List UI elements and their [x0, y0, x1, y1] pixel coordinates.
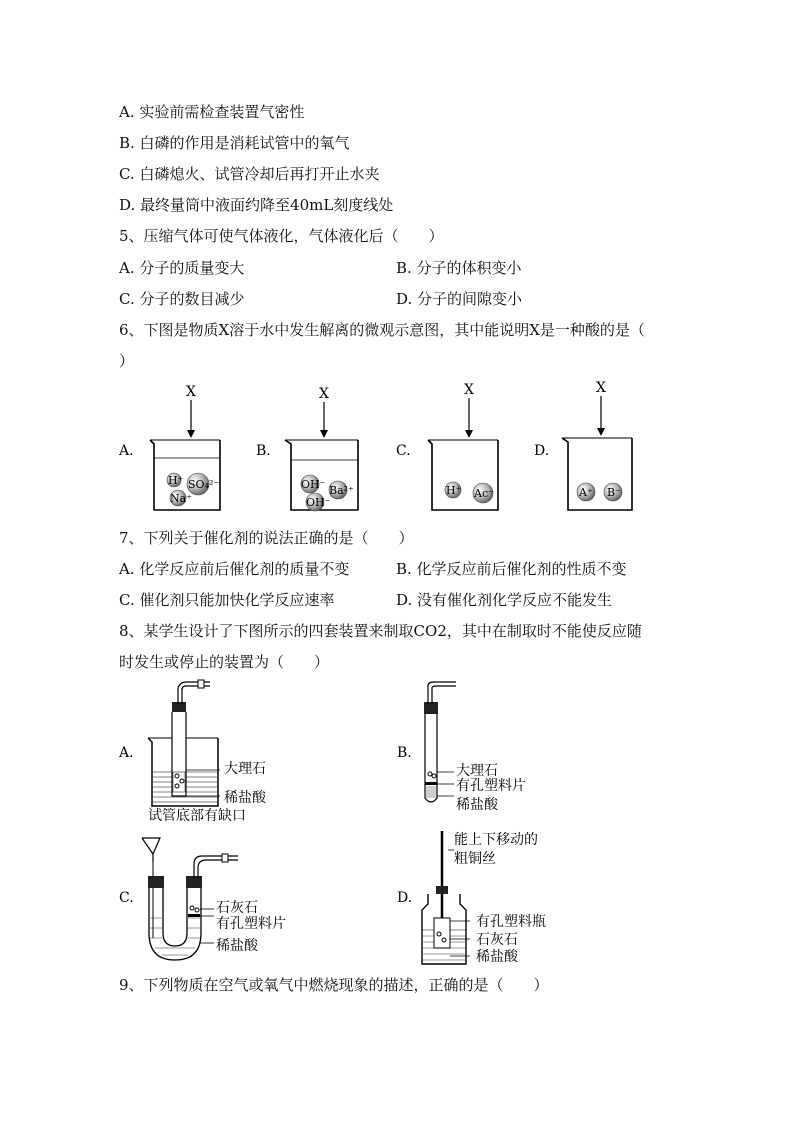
q7-option-b: B. 化学反应前后催化剂的性质不变	[396, 560, 627, 578]
q4-option-d: D. 最终量筒中液面约降至40mL刻度线处	[119, 196, 394, 214]
q6-beaker-d	[562, 380, 632, 510]
svg-text:X: X	[186, 384, 196, 400]
q8-c-label-limestone: 石灰石	[216, 900, 258, 916]
q6-stem-line2: ）	[119, 352, 135, 370]
q8-a-label-notch: 试管底部有缺口	[148, 808, 246, 824]
q8-letter-a: A.	[119, 745, 134, 761]
q9-stem: 9、下列物质在空气或氧气中燃烧现象的描述，正确的是（ ）	[119, 976, 549, 994]
q6-letter-c: C.	[396, 443, 411, 459]
q8-b-label-plate: 有孔塑料片	[456, 778, 526, 794]
q4-option-b: B. 白磷的作用是消耗试管中的氧气	[119, 134, 350, 152]
q6-ion-a-1: H⁺	[168, 474, 184, 487]
q6-ion-a-3: Na⁺	[170, 492, 192, 505]
q6-letter-b: B.	[256, 443, 271, 459]
q8-b-label-marble: 大理石	[456, 763, 498, 779]
q6-beaker-a	[150, 384, 220, 510]
q6-ion-a-2: SO₄²⁻	[188, 478, 220, 491]
q7-option-d: D. 没有催化剂化学反应不能发生	[396, 591, 613, 609]
q6-ion-b-3: Ba²⁺	[329, 484, 354, 497]
q6-ion-d-1: A⁺	[579, 486, 593, 499]
q8-stem-line1: 8、某学生设计了下图所示的四套装置来制取CO2，其中在制取时不能使反应随	[119, 622, 642, 640]
q8-letter-c: C.	[119, 890, 134, 906]
q8-letter-d: D.	[397, 890, 413, 906]
q7-option-a: A. 化学反应前后催化剂的质量不变	[119, 560, 350, 578]
q8-a-label-acid: 稀盐酸	[224, 790, 266, 806]
q8-d-label-copper: 粗铜丝	[454, 851, 496, 867]
q8-apparatus-a	[148, 678, 267, 824]
svg-text:X: X	[319, 386, 329, 402]
q8-d-label-limestone: 石灰石	[476, 932, 518, 948]
q8-c-label-acid: 稀盐酸	[216, 938, 258, 954]
q5-option-a: A. 分子的质量变大	[119, 259, 245, 277]
q6-stem-line1: 6、下图是物质X溶于水中发生解离的微观示意图，其中能说明X是一种酸的是（	[119, 321, 645, 339]
q5-option-b: B. 分子的体积变小	[396, 259, 522, 277]
svg-text:X: X	[464, 382, 474, 398]
q8-d-label-bottle: 有孔塑料瓶	[476, 914, 546, 930]
q6-letter-a: A.	[119, 443, 134, 459]
q8-d-label-acid: 稀盐酸	[476, 949, 518, 965]
q8-apparatus-d	[422, 831, 546, 965]
q5-option-c: C. 分子的数目减少	[119, 290, 245, 308]
q8-apparatus-c	[142, 838, 286, 960]
q6-ion-c-1: H⁺	[446, 484, 462, 497]
q8-c-label-plate: 有孔塑料片	[216, 916, 286, 932]
q8-apparatus-figure	[110, 678, 670, 973]
q8-stem-line2: 时发生或停止的装置为（ ）	[119, 653, 330, 671]
q6-letter-d: D.	[534, 443, 550, 459]
q8-apparatus-b	[424, 682, 526, 813]
q8-d-label-movable: 能上下移动的	[454, 832, 538, 848]
q5-stem: 5、压缩气体可使气体液化，气体液化后（ ）	[119, 227, 444, 245]
q4-option-c: C. 白磷熄火、试管冷却后再打开止水夹	[119, 165, 380, 183]
svg-text:X: X	[596, 380, 606, 396]
q8-letter-b: B.	[397, 745, 412, 761]
q6-ion-c-2: Ac⁻	[474, 487, 494, 500]
q4-option-a: A. 实验前需检查装置气密性	[119, 103, 305, 121]
q7-stem: 7、下列关于催化剂的说法正确的是（ ）	[119, 529, 414, 547]
q7-option-c: C. 催化剂只能加快化学反应速率	[119, 591, 335, 609]
q8-b-label-acid: 稀盐酸	[456, 797, 498, 813]
q6-ion-b-2: OH⁻	[306, 496, 331, 509]
q6-beaker-c	[428, 382, 498, 510]
q6-beaker-figure	[110, 378, 670, 518]
q6-ion-b-1: OH⁻	[301, 478, 326, 491]
q6-ion-d-2: B⁻	[607, 486, 621, 499]
q5-option-d: D. 分子的间隙变小	[396, 290, 523, 308]
q6-beaker-b	[285, 386, 358, 511]
q8-a-label-marble: 大理石	[224, 761, 266, 777]
